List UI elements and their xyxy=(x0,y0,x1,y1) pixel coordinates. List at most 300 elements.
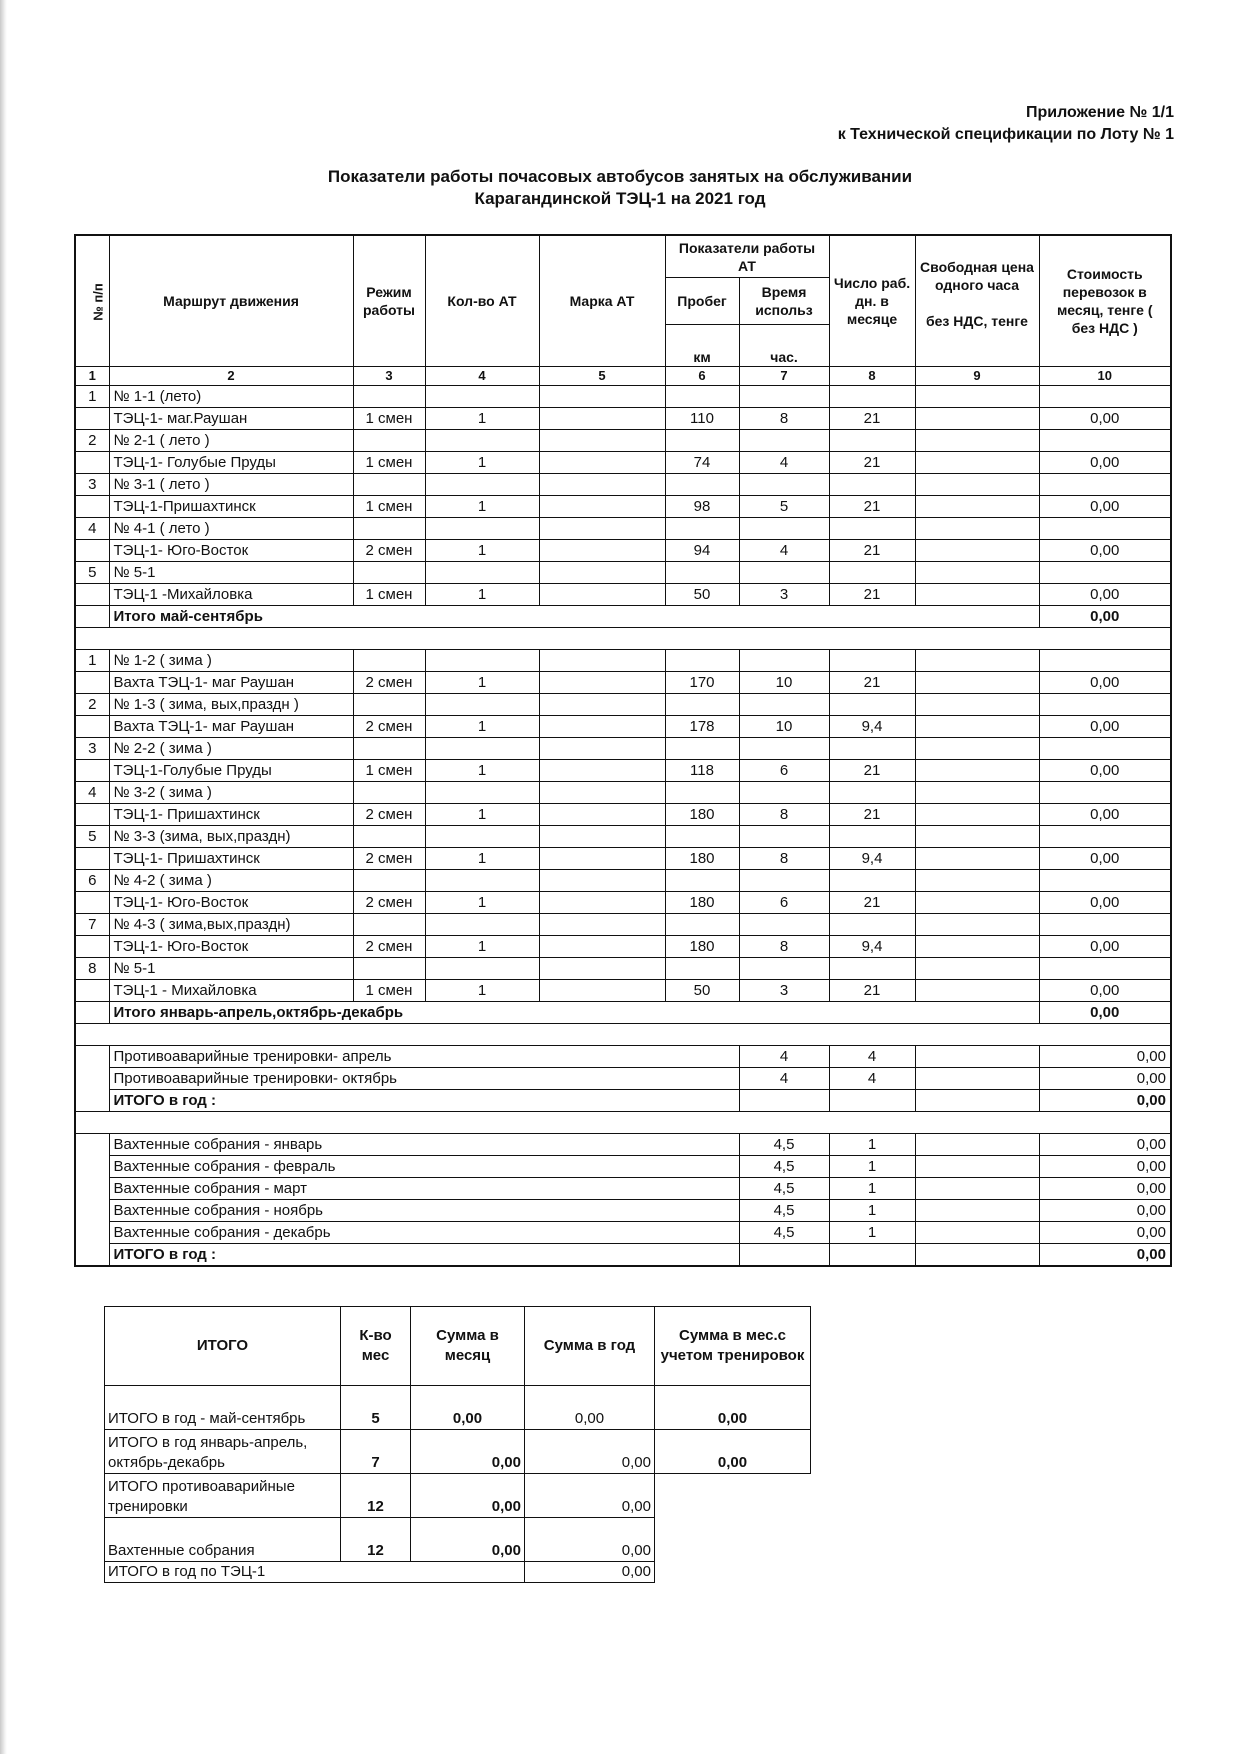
empty-cell xyxy=(1039,826,1171,848)
empty-cell xyxy=(915,430,1039,452)
hours-used: 4 xyxy=(739,540,829,562)
hour-price xyxy=(915,936,1039,958)
spacer-row xyxy=(75,628,1171,650)
header-num xyxy=(75,235,109,367)
item-days: 1 xyxy=(829,1134,915,1156)
summary-label: ИТОГО в год - май-сентябрь xyxy=(105,1386,341,1430)
bus-count: 1 xyxy=(425,540,539,562)
route-name: ТЭЦ-1- Пришахтинск xyxy=(109,804,353,826)
work-mode: 1 смен xyxy=(353,452,425,474)
empty-cell xyxy=(75,760,109,782)
bus-count: 1 xyxy=(425,452,539,474)
route-name: ТЭЦ-1-Пришахтинск xyxy=(109,496,353,518)
hours-used: 10 xyxy=(739,716,829,738)
empty-cell xyxy=(665,474,739,496)
empty-cell xyxy=(915,1090,1039,1112)
empty-cell xyxy=(1039,518,1171,540)
empty-cell xyxy=(739,386,829,408)
empty-cell xyxy=(1039,474,1171,496)
meetings-total-row xyxy=(75,1244,1171,1267)
drills-total-row xyxy=(75,1090,1171,1112)
empty-cell xyxy=(915,1222,1039,1244)
empty-cell xyxy=(75,606,109,628)
empty-cell xyxy=(829,826,915,848)
hours-used: 3 xyxy=(739,980,829,1002)
summary-final-row xyxy=(105,1562,811,1583)
item-label: Противоаварийные тренировки- апрель xyxy=(109,1046,739,1068)
route-name-row xyxy=(75,914,1171,936)
work-mode: 2 смен xyxy=(353,540,425,562)
total-label: Итого май-сентябрь xyxy=(109,606,1039,628)
spacer-row xyxy=(75,1112,1171,1134)
empty-cell xyxy=(539,562,665,584)
empty-cell xyxy=(75,1222,109,1244)
summary-label: ИТОГО противоаварийные тренировки xyxy=(105,1474,341,1518)
summary-with-drills: 0,00 xyxy=(655,1430,811,1474)
route-data-row xyxy=(75,892,1171,914)
attachment-line-1: Приложение № 1/1 xyxy=(1025,104,1174,121)
total-label: ИТОГО в год : xyxy=(109,1244,739,1267)
route-name-row xyxy=(75,562,1171,584)
route-data-row xyxy=(75,540,1171,562)
summer-total-row xyxy=(75,606,1171,628)
item-hours: 4,5 xyxy=(739,1200,829,1222)
monthly-cost: 0,00 xyxy=(1039,848,1171,870)
row-number: 2 xyxy=(75,430,109,452)
route-data-row xyxy=(75,452,1171,474)
column-number: 6 xyxy=(665,367,739,386)
column-number: 8 xyxy=(829,367,915,386)
item-days: 4 xyxy=(829,1046,915,1068)
attachment-line-2: к Технической спецификации по Лоту № 1 xyxy=(837,126,1174,143)
empty-cell xyxy=(829,518,915,540)
mileage-km: 50 xyxy=(665,584,739,606)
empty-cell xyxy=(915,1134,1039,1156)
empty-cell xyxy=(739,430,829,452)
empty-cell xyxy=(425,914,539,936)
route-name-row xyxy=(75,958,1171,980)
summary-header-row xyxy=(105,1307,811,1386)
row-number: 7 xyxy=(75,914,109,936)
empty-cell xyxy=(665,650,739,672)
empty-cell xyxy=(739,826,829,848)
summary-per-year: 0,00 xyxy=(525,1518,655,1562)
monthly-cost: 0,00 xyxy=(1039,936,1171,958)
mileage-km: 50 xyxy=(665,980,739,1002)
row-number: 1 xyxy=(75,650,109,672)
route-name-row xyxy=(75,738,1171,760)
row-number: 6 xyxy=(75,870,109,892)
hours-used: 5 xyxy=(739,496,829,518)
bus-count: 1 xyxy=(425,716,539,738)
hours-used: 8 xyxy=(739,936,829,958)
header-brand: Марка АТ xyxy=(539,235,665,367)
empty-cell xyxy=(915,1046,1039,1068)
item-hours: 4,5 xyxy=(739,1222,829,1244)
working-days: 21 xyxy=(829,540,915,562)
item-label: Вахтенные собрания - февраль xyxy=(109,1156,739,1178)
winter-total-row xyxy=(75,1002,1171,1024)
mileage-km: 110 xyxy=(665,408,739,430)
total-cost: 0,00 xyxy=(1039,1244,1171,1267)
empty-cell xyxy=(353,914,425,936)
empty-cell xyxy=(75,848,109,870)
mileage-km: 98 xyxy=(665,496,739,518)
route-name-row xyxy=(75,826,1171,848)
empty-cell xyxy=(739,650,829,672)
empty-cell xyxy=(829,1244,915,1267)
empty-cell xyxy=(425,430,539,452)
meeting-row xyxy=(75,1200,1171,1222)
hour-price xyxy=(915,540,1039,562)
meeting-row xyxy=(75,1156,1171,1178)
item-hours: 4,5 xyxy=(739,1156,829,1178)
route-name-row xyxy=(75,430,1171,452)
row-number: 2 xyxy=(75,694,109,716)
bus-brand xyxy=(539,408,665,430)
hour-price xyxy=(915,672,1039,694)
route-code: № 5-1 xyxy=(109,562,353,584)
route-name: ТЭЦ-1 -Михайловка xyxy=(109,584,353,606)
mileage-km: 170 xyxy=(665,672,739,694)
header-cost: Стоимость перевозок в месяц, тенге ( без НДС ) xyxy=(1039,235,1171,367)
summary-per-year: 0,00 xyxy=(525,1430,655,1474)
summary-per-month: 0,00 xyxy=(411,1430,525,1474)
empty-cell xyxy=(353,826,425,848)
bus-brand xyxy=(539,584,665,606)
route-name: ТЭЦ-1-Голубые Пруды xyxy=(109,760,353,782)
empty-cell xyxy=(829,562,915,584)
summary-label: ИТОГО в год январь-апрель, октябрь-декабрь xyxy=(105,1430,341,1474)
empty-cell xyxy=(539,738,665,760)
work-mode: 1 смен xyxy=(353,760,425,782)
bus-brand xyxy=(539,760,665,782)
summary-with-drills xyxy=(655,1518,811,1562)
route-name: ТЭЦ-1- Юго-Восток xyxy=(109,936,353,958)
empty-cell xyxy=(353,870,425,892)
work-mode: 2 смен xyxy=(353,892,425,914)
work-mode: 1 смен xyxy=(353,408,425,430)
mileage-km: 180 xyxy=(665,804,739,826)
working-days: 9,4 xyxy=(829,848,915,870)
column-number: 4 xyxy=(425,367,539,386)
mileage-km: 74 xyxy=(665,452,739,474)
empty-cell xyxy=(75,584,109,606)
summary-months: 5 xyxy=(341,1386,411,1430)
empty-cell xyxy=(425,870,539,892)
empty-cell xyxy=(1039,870,1171,892)
bus-brand xyxy=(539,980,665,1002)
row-number: 5 xyxy=(75,826,109,848)
column-number: 10 xyxy=(1039,367,1171,386)
empty-cell xyxy=(829,430,915,452)
working-days: 21 xyxy=(829,980,915,1002)
header-unit-km: км xyxy=(665,324,739,366)
attachment-header xyxy=(838,102,1174,146)
item-hours: 4 xyxy=(739,1068,829,1090)
item-cost: 0,00 xyxy=(1039,1156,1171,1178)
empty-cell xyxy=(915,1068,1039,1090)
hour-price xyxy=(915,760,1039,782)
empty-cell xyxy=(353,430,425,452)
route-name: ТЭЦ-1- Юго-Восток xyxy=(109,540,353,562)
working-days: 21 xyxy=(829,496,915,518)
bus-brand xyxy=(539,892,665,914)
meeting-row xyxy=(75,1178,1171,1200)
item-days: 4 xyxy=(829,1068,915,1090)
empty-cell xyxy=(539,826,665,848)
item-label: Противоаварийные тренировки- октябрь xyxy=(109,1068,739,1090)
empty-cell xyxy=(739,694,829,716)
item-days: 1 xyxy=(829,1222,915,1244)
item-cost: 0,00 xyxy=(1039,1200,1171,1222)
header-route: Маршрут движения xyxy=(109,235,353,367)
bus-count: 1 xyxy=(425,496,539,518)
empty-cell xyxy=(915,738,1039,760)
spacer-cell xyxy=(75,628,1171,650)
empty-cell xyxy=(665,782,739,804)
working-days: 21 xyxy=(829,408,915,430)
hour-price xyxy=(915,452,1039,474)
bus-brand xyxy=(539,716,665,738)
work-mode: 1 смен xyxy=(353,980,425,1002)
empty-cell xyxy=(75,408,109,430)
empty-cell xyxy=(75,1046,109,1068)
route-name-row xyxy=(75,474,1171,496)
empty-cell xyxy=(665,430,739,452)
hour-price xyxy=(915,584,1039,606)
route-data-row xyxy=(75,496,1171,518)
empty-cell xyxy=(75,716,109,738)
route-data-row xyxy=(75,804,1171,826)
empty-cell xyxy=(915,958,1039,980)
summary-row xyxy=(105,1386,811,1430)
empty-cell xyxy=(665,386,739,408)
hour-price xyxy=(915,716,1039,738)
bus-count: 1 xyxy=(425,936,539,958)
empty-cell xyxy=(665,870,739,892)
spacer-row xyxy=(75,1024,1171,1046)
hours-used: 6 xyxy=(739,760,829,782)
empty-cell xyxy=(829,694,915,716)
empty-cell xyxy=(425,518,539,540)
empty-cell xyxy=(539,870,665,892)
summary-final-label: ИТОГО в год по ТЭЦ-1 xyxy=(105,1562,525,1583)
item-days: 1 xyxy=(829,1156,915,1178)
empty-cell xyxy=(665,914,739,936)
item-label: Вахтенные собрания - январь xyxy=(109,1134,739,1156)
empty-cell xyxy=(1039,650,1171,672)
route-data-row xyxy=(75,848,1171,870)
summary-per-month: 0,00 xyxy=(411,1518,525,1562)
bus-brand xyxy=(539,848,665,870)
empty-cell xyxy=(739,914,829,936)
empty-cell xyxy=(739,562,829,584)
empty-cell xyxy=(539,914,665,936)
working-days: 9,4 xyxy=(829,936,915,958)
route-code: № 1-3 ( зима, вых,праздн ) xyxy=(109,694,353,716)
empty-cell xyxy=(1039,782,1171,804)
empty-cell xyxy=(425,474,539,496)
empty-cell xyxy=(539,650,665,672)
header-count: Кол-во АТ xyxy=(425,235,539,367)
empty-cell xyxy=(75,1200,109,1222)
empty-cell xyxy=(915,474,1039,496)
empty-cell xyxy=(915,1200,1039,1222)
empty-cell xyxy=(425,386,539,408)
item-cost: 0,00 xyxy=(1039,1046,1171,1068)
header-time: Время использ xyxy=(739,278,829,324)
empty-cell xyxy=(915,694,1039,716)
empty-cell xyxy=(75,1090,109,1112)
mileage-km: 180 xyxy=(665,848,739,870)
monthly-cost: 0,00 xyxy=(1039,496,1171,518)
route-code: № 2-2 ( зима ) xyxy=(109,738,353,760)
item-cost: 0,00 xyxy=(1039,1068,1171,1090)
empty-cell xyxy=(915,650,1039,672)
summary-header-total: ИТОГО xyxy=(105,1307,341,1386)
header-indicators: Показатели работы АТ xyxy=(665,235,829,278)
work-mode: 2 смен xyxy=(353,848,425,870)
bus-brand xyxy=(539,452,665,474)
summary-months: 7 xyxy=(341,1430,411,1474)
route-data-row xyxy=(75,936,1171,958)
hour-price xyxy=(915,848,1039,870)
empty-cell xyxy=(829,1090,915,1112)
empty-cell xyxy=(915,914,1039,936)
empty-cell xyxy=(915,826,1039,848)
row-number: 4 xyxy=(75,782,109,804)
drill-row xyxy=(75,1046,1171,1068)
hours-used: 8 xyxy=(739,408,829,430)
item-cost: 0,00 xyxy=(1039,1134,1171,1156)
bus-count: 1 xyxy=(425,672,539,694)
work-mode: 2 смен xyxy=(353,936,425,958)
column-number: 7 xyxy=(739,367,829,386)
column-numbers-row xyxy=(75,367,1171,386)
mileage-km: 118 xyxy=(665,760,739,782)
title-line-2: Карагандинской ТЭЦ-1 на 2021 год xyxy=(474,189,766,208)
empty-cell xyxy=(353,474,425,496)
route-code: № 1-1 (лето) xyxy=(109,386,353,408)
summary-header-with-drills: Сумма в мес.с учетом тренировок xyxy=(655,1307,811,1386)
column-number: 9 xyxy=(915,367,1039,386)
bus-brand xyxy=(539,540,665,562)
empty-cell xyxy=(75,1002,109,1024)
total-label: ИТОГО в год : xyxy=(109,1090,739,1112)
empty-cell xyxy=(1039,562,1171,584)
item-hours: 4,5 xyxy=(739,1134,829,1156)
mileage-km: 178 xyxy=(665,716,739,738)
empty-cell xyxy=(655,1562,811,1583)
empty-cell xyxy=(739,1090,829,1112)
empty-cell xyxy=(915,870,1039,892)
empty-cell xyxy=(425,958,539,980)
empty-cell xyxy=(1039,914,1171,936)
empty-cell xyxy=(829,782,915,804)
empty-cell xyxy=(75,452,109,474)
empty-cell xyxy=(539,474,665,496)
empty-cell xyxy=(739,1244,829,1267)
header-days: Число раб. дн. в месяце xyxy=(829,235,915,367)
work-mode: 2 смен xyxy=(353,716,425,738)
bus-count: 1 xyxy=(425,584,539,606)
hours-used: 10 xyxy=(739,672,829,694)
working-days: 21 xyxy=(829,760,915,782)
summary-months: 12 xyxy=(341,1518,411,1562)
bus-brand xyxy=(539,804,665,826)
empty-cell xyxy=(425,738,539,760)
empty-cell xyxy=(665,958,739,980)
empty-cell xyxy=(75,672,109,694)
route-code: № 1-2 ( зима ) xyxy=(109,650,353,672)
route-name-row xyxy=(75,694,1171,716)
hours-used: 3 xyxy=(739,584,829,606)
empty-cell xyxy=(829,738,915,760)
item-hours: 4,5 xyxy=(739,1178,829,1200)
monthly-cost: 0,00 xyxy=(1039,452,1171,474)
summary-per-month: 0,00 xyxy=(411,1474,525,1518)
summary-with-drills: 0,00 xyxy=(655,1386,811,1430)
empty-cell xyxy=(75,980,109,1002)
route-name: Вахта ТЭЦ-1- маг Раушан xyxy=(109,716,353,738)
monthly-cost: 0,00 xyxy=(1039,672,1171,694)
empty-cell xyxy=(75,1156,109,1178)
item-hours: 4 xyxy=(739,1046,829,1068)
hour-price xyxy=(915,892,1039,914)
hours-used: 4 xyxy=(739,452,829,474)
item-label: Вахтенные собрания - ноябрь xyxy=(109,1200,739,1222)
route-name: ТЭЦ-1 - Михайловка xyxy=(109,980,353,1002)
empty-cell xyxy=(915,518,1039,540)
work-mode: 1 смен xyxy=(353,584,425,606)
empty-cell xyxy=(739,518,829,540)
row-number: 4 xyxy=(75,518,109,540)
empty-cell xyxy=(829,474,915,496)
column-number: 5 xyxy=(539,367,665,386)
empty-cell xyxy=(829,914,915,936)
bus-count: 1 xyxy=(425,980,539,1002)
route-code: № 3-2 ( зима ) xyxy=(109,782,353,804)
working-days: 21 xyxy=(829,892,915,914)
row-number: 3 xyxy=(75,738,109,760)
route-data-row xyxy=(75,716,1171,738)
hours-used: 6 xyxy=(739,892,829,914)
empty-cell xyxy=(425,650,539,672)
bus-count: 1 xyxy=(425,760,539,782)
empty-cell xyxy=(75,1134,109,1156)
route-code: № 4-2 ( зима ) xyxy=(109,870,353,892)
mileage-km: 94 xyxy=(665,540,739,562)
summary-table-body xyxy=(105,1386,811,1583)
bus-brand xyxy=(539,496,665,518)
route-name-row xyxy=(75,870,1171,892)
empty-cell xyxy=(665,826,739,848)
empty-cell xyxy=(915,1244,1039,1267)
monthly-cost: 0,00 xyxy=(1039,804,1171,826)
summary-final-per-year: 0,00 xyxy=(525,1562,655,1583)
spacer-cell xyxy=(75,1112,1171,1134)
row-number: 8 xyxy=(75,958,109,980)
empty-cell xyxy=(353,782,425,804)
route-data-row xyxy=(75,980,1171,1002)
empty-cell xyxy=(739,782,829,804)
mileage-km: 180 xyxy=(665,936,739,958)
header-price-label: Свободная цена одного часа xyxy=(920,259,1034,293)
header-price-note: без НДС, тенге xyxy=(926,313,1028,329)
empty-cell xyxy=(1039,694,1171,716)
document-title xyxy=(270,166,970,210)
